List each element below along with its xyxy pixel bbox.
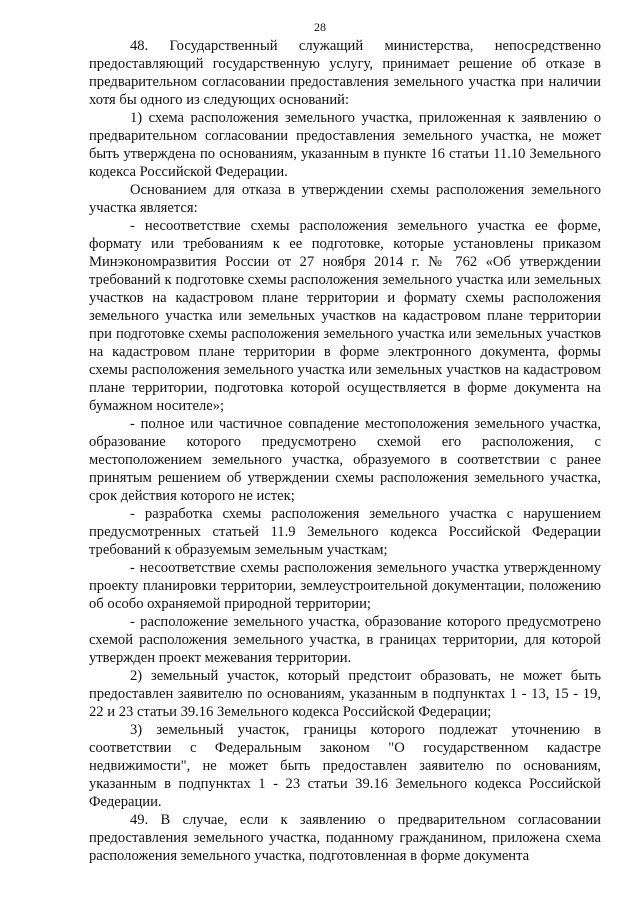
paragraph-bullet-survey-project: - расположение земельного участка, образование которого предусмотрено схемой расположения земельного участка, в границах территории, для которой утвержден проект межевания территории. <box>89 614 601 666</box>
paragraph-item-1: 1) схема расположения земельного участка, приложенная к заявлению о предварительном согласовании предоставления земельного участка, не может быть утверждена по основаниям, указанным в пункте 16 статьи 11.10 Земельного кодекса Российской Федерации. <box>89 110 601 180</box>
paragraph-bullet-violation: - разработка схемы расположения земельного участка с нарушением предусмотренных статьей 11.9 Земельного кодекса Российской Федерации требований к образуемым земельным участкам; <box>89 506 601 558</box>
paragraph-item-2: 2) земельный участок, который предстоит образовать, не может быть предоставлен заявителю по основаниям, указанным в подпунктах 1 - 13, 15 - 19, 22 и 23 статьи 39.16 Земельного кодекса Российской Федерации; <box>89 668 601 720</box>
paragraph-49: 49. В случае, если к заявлению о предварительном согласовании предоставления земельного участка, поданному гражданином, приложена схема расположения земельного участка, подготовленная в форме документа <box>89 812 601 864</box>
paragraph-bullet-planning-mismatch: - несоответствие схемы расположения земельного участка утвержденному проекту планировки территории, землеустроительной документации, положению об особо охраняемой природной территории; <box>89 560 601 612</box>
page-number: 28 <box>314 20 326 34</box>
paragraph-item-3: 3) земельный участок, границы которого подлежат уточнению в соответствии с Федеральным законом "О государственном кадастре недвижимости", не может быть предоставлен заявителю по основаниям, указанным в подпунктах 1 - 23 статьи 39.16 Земельного кодекса Российской Федерации. <box>89 722 601 810</box>
paragraph-bullet-format-mismatch: - несоответствие схемы расположения земельного участка ее форме, формату или требованиям к ее подготовке, которые установлены приказом Минэкономразвития России от 27 ноября 2014 г. № 762 «Об утверждении требований к подготовке схемы расположения земельного участка или земельных участков на кадастровом плане территории и формату схемы расположения земельного участка или земельных участков на кадастровом плане территории при подготовке схемы расположения земельного участка или земельных участков на кадастровом плане территории в форме электронного документа, формы схемы расположения земельного участка или земельных участков на кадастровом плане территории, подготовка которой осуществляется в форме документа на бумажном носителе»; <box>89 218 601 414</box>
document-body <box>89 37 601 865</box>
paragraph-refusal-grounds: Основанием для отказа в утверждении схемы расположения земельного участка является: <box>89 182 601 216</box>
paragraph-bullet-location-overlap: - полное или частичное совпадение местоположения земельного участка, образование которого предусмотрено схемой его расположения, с местоположением земельного участка, образуемого в соответствии с ранее принятым решением об утверждении схемы расположения земельного участка, срок действия которого не истек; <box>89 416 601 504</box>
paragraph-48: 48. Государственный служащий министерства, непосредственно предоставляющий государственную услугу, принимает решение об отказе в предварительном согласовании предоставления земельного участка при наличии хотя бы одного из следующих оснований: <box>89 38 601 108</box>
